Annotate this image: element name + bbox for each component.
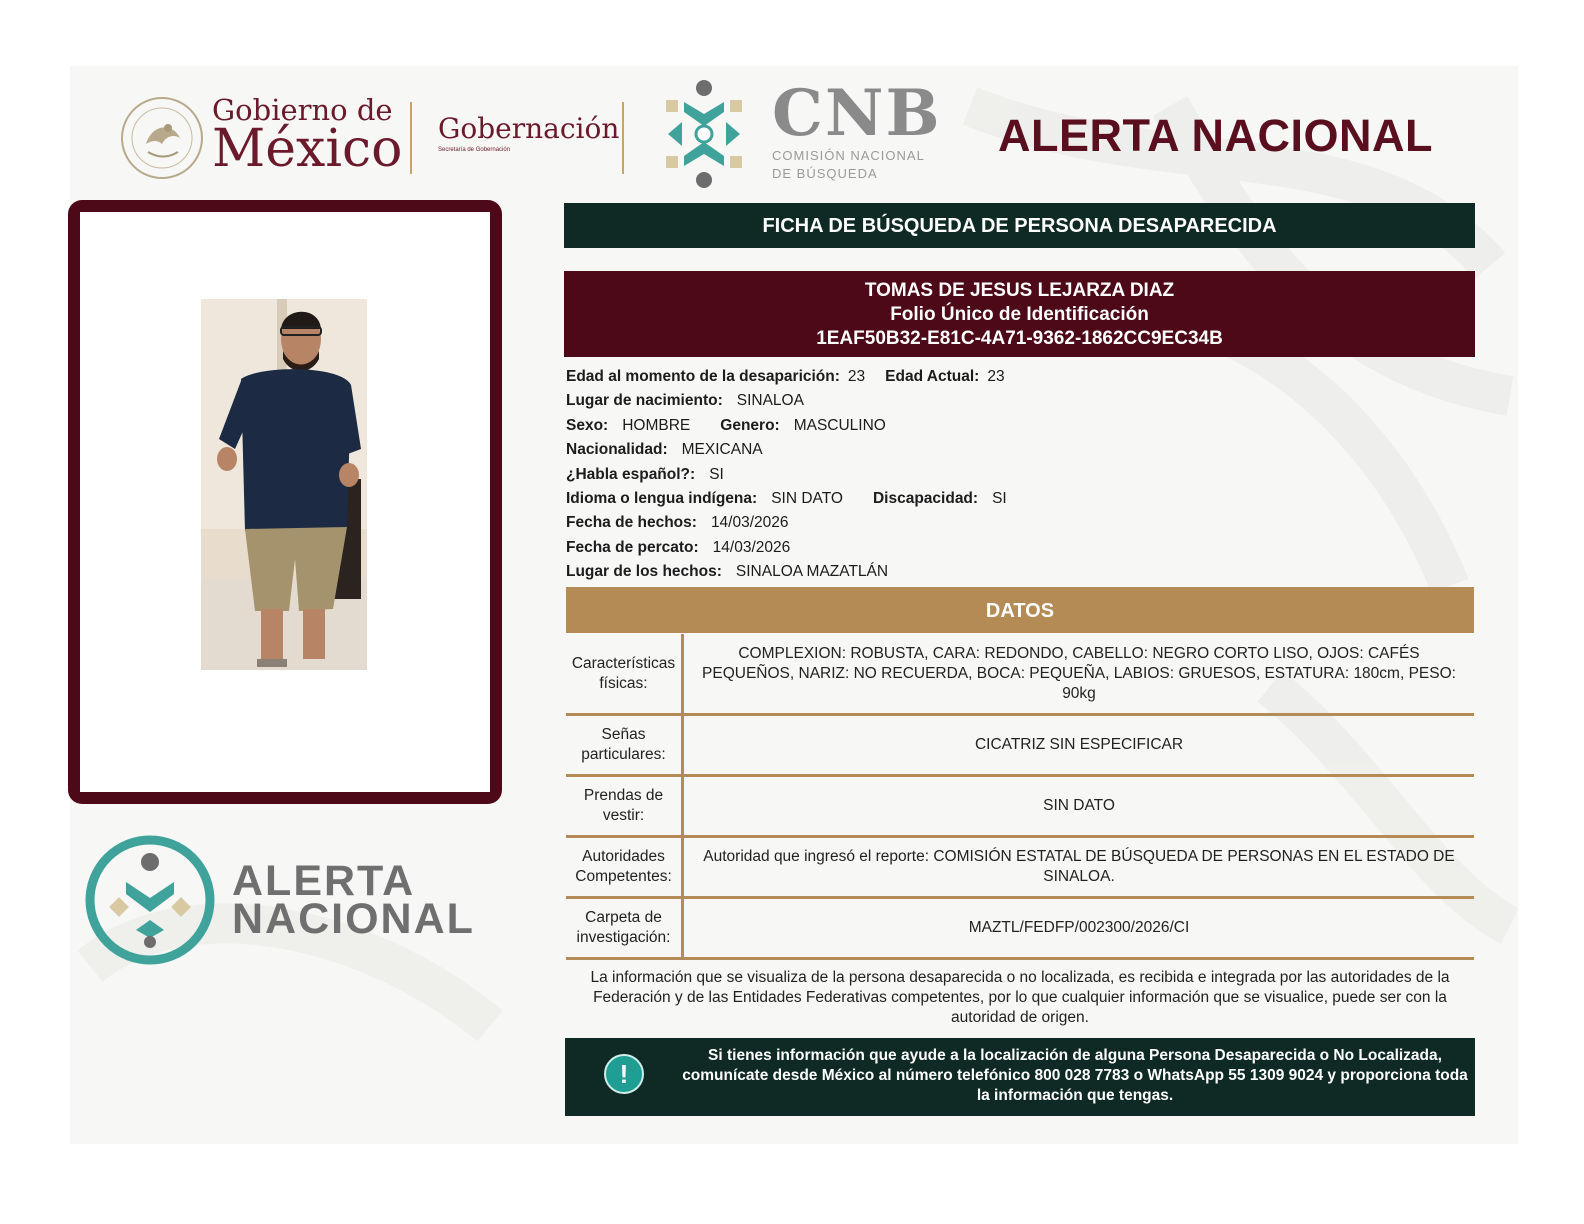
datos-value: Autoridad que ingresó el reporte: COMISIÓN ESTATAL DE BÚSQUEDA DE PERSONAS EN EL ESTADO DE SINALOA. xyxy=(703,848,1455,885)
info-row-nacimiento xyxy=(566,390,1007,414)
edad-actual-label: Edad Actual: xyxy=(885,368,980,385)
alerta-nacional-emblem-icon xyxy=(84,834,216,966)
divider xyxy=(410,102,412,174)
datos-value: MAZTL/FEDFP/002300/2026/CI xyxy=(968,919,1190,936)
datos-row-senas xyxy=(566,716,1474,777)
datos-label: Características físicas: xyxy=(566,634,684,713)
escudo-nacional-icon xyxy=(118,94,206,182)
person-name: TOMAS DE JESUS LEJARZA DIAZ xyxy=(864,280,1175,301)
datos-header: DATOS xyxy=(566,587,1474,633)
contact-text: Si tienes información que ayude a la localización de alguna Persona Desaparecida o No Localizada, comunícate desde México al número telefónico 800 028 7783 o WhatsApp 55 1309 9024 y proporciona toda la información que tengas. xyxy=(682,1047,1468,1104)
datos-row-prendas xyxy=(566,777,1474,838)
cnb-line2: DE BÚSQUEDA xyxy=(772,166,878,181)
discapacidad-label: Discapacidad: xyxy=(872,489,979,507)
fecha-hechos-label: Fecha de hechos: xyxy=(566,514,697,532)
gobernacion-title: Gobernación xyxy=(438,112,620,145)
genero-label: Genero: xyxy=(720,416,780,434)
person-info xyxy=(566,366,1007,586)
datos-value: SIN DATO xyxy=(1043,797,1115,814)
info-row-lugar-hechos xyxy=(566,561,1007,585)
folio-value: 1EAF50B32-E81C-4A71-9362-1862CC9EC34B xyxy=(816,328,1223,349)
habla-espanol-label: ¿Habla español?: xyxy=(566,465,696,483)
cnb-line1: COMISIÓN NACIONAL xyxy=(772,148,925,163)
info-row-fecha-hechos xyxy=(566,512,1007,536)
datos-row-autoridades xyxy=(566,838,1474,899)
idioma-value: SIN DATO xyxy=(771,489,843,507)
datos-label: Autoridades Competentes: xyxy=(566,838,684,896)
lugar-hechos-value: SINALOA MAZATLÁN xyxy=(735,563,889,581)
datos-row-carpeta xyxy=(566,899,1474,960)
datos-label: Señas particulares: xyxy=(566,716,684,774)
fecha-percato-label: Fecha de percato: xyxy=(566,538,699,556)
lugar-nacimiento-label: Lugar de nacimiento: xyxy=(566,392,723,410)
info-row-sexo xyxy=(566,415,1007,439)
idioma-label: Idioma o lengua indígena: xyxy=(566,489,758,507)
info-row-nacionalidad xyxy=(566,439,1007,463)
info-row-espanol xyxy=(566,464,1007,488)
disclaimer-text: La información que se visualiza de la persona desaparecida o no localizada, es recibida e integrada por las autoridades de la Federación y de las Entidades Federativas competentes, por lo que cualquier información que se visualice, puede ser con la autoridad de origen. xyxy=(590,969,1450,1026)
info-row-edad xyxy=(566,366,1007,390)
gobierno-mexico-logo xyxy=(212,93,403,179)
ficha-title: FICHA DE BÚSQUEDA DE PERSONA DESAPARECIDA xyxy=(564,203,1475,248)
edad-desaparicion-label: Edad al momento de la desaparición: xyxy=(566,368,840,385)
info-row-idioma xyxy=(566,488,1007,512)
gobernacion-logo xyxy=(438,112,619,153)
habla-espanol-value: SI xyxy=(709,465,724,483)
cnb-emblem-icon xyxy=(648,78,760,190)
fecha-percato-value: 14/03/2026 xyxy=(712,538,791,556)
datos-row-caracteristicas xyxy=(566,634,1474,716)
gobierno-line1: Gobierno de xyxy=(212,93,393,127)
lugar-hechos-label: Lugar de los hechos: xyxy=(566,563,722,581)
alerta-logo-line2: NACIONAL xyxy=(232,895,475,943)
alerta-nacional-title: ALERTA NACIONAL xyxy=(998,110,1433,161)
fecha-hechos-value: 14/03/2026 xyxy=(710,514,789,532)
datos-label: Prendas de vestir: xyxy=(566,777,684,835)
alerta-logo-line1: ALERTA xyxy=(232,857,416,905)
cnb-logo-text xyxy=(772,76,942,182)
datos-table xyxy=(566,634,1474,960)
person-photo xyxy=(201,299,367,670)
gobierno-line2: México xyxy=(212,119,403,179)
nacionalidad-label: Nacionalidad: xyxy=(566,441,668,459)
folio-label: Folio Único de Identificación xyxy=(890,304,1149,325)
divider xyxy=(622,102,624,174)
edad-desaparicion-value: 23 xyxy=(847,368,866,385)
alerta-nacional-logo-text xyxy=(232,857,475,943)
sexo-value: HOMBRE xyxy=(622,416,691,434)
discapacidad-value: SI xyxy=(992,489,1007,507)
lugar-nacimiento-value: SINALOA xyxy=(736,392,804,410)
nacionalidad-value: MEXICANA xyxy=(681,441,763,459)
datos-value: COMPLEXION: ROBUSTA, CARA: REDONDO, CABELLO: NEGRO CORTO LISO, OJOS: CAFÉS PEQUEÑOS, NARIZ: NO RECUERDA, BOCA: PEQUEÑA, LABIOS: GRUESOS, ESTATURA: 180cm, PESO: 90kg xyxy=(702,644,1456,702)
exclamation-icon: ! xyxy=(604,1054,644,1094)
person-name-box xyxy=(564,271,1475,357)
datos-label: Carpeta de investigación: xyxy=(566,899,684,957)
datos-value: CICATRIZ SIN ESPECIFICAR xyxy=(974,736,1184,753)
sexo-label: Sexo: xyxy=(566,416,609,434)
edad-actual-value: 23 xyxy=(987,368,1005,385)
gobernacion-subtitle: Secretaría de Gobernación xyxy=(438,147,511,153)
cnb-title: CNB xyxy=(772,76,942,151)
info-row-fecha-percato xyxy=(566,537,1007,561)
genero-value: MASCULINO xyxy=(793,416,886,434)
